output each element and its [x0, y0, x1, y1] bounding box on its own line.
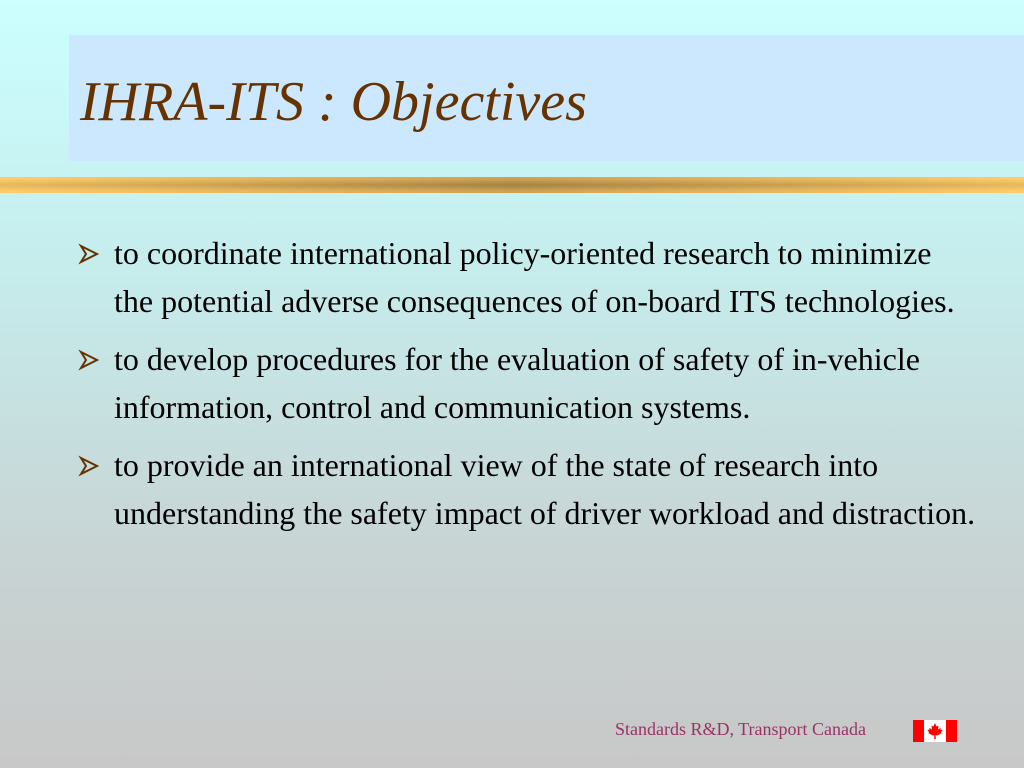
bullet-text: to develop procedures for the evaluation of safety of in-vehicle information, control and communication systems. [114, 341, 920, 425]
gold-divider-shade [0, 177, 1024, 193]
bullet-list [78, 229, 978, 547]
bullet-text: to coordinate international policy-oriented research to minimize the potential adverse consequences of on-board ITS technologies. [114, 235, 955, 319]
slide-title: IHRA-ITS : Objectives [80, 71, 587, 133]
bullet-item [78, 441, 978, 537]
arrow-bullet-icon [78, 243, 100, 265]
footer-text: Standards R&D, Transport Canada [615, 719, 866, 739]
bullet-text: to provide an international view of the state of research into understanding the safety impact of driver workload and distraction. [114, 447, 976, 531]
bullet-item [78, 335, 978, 431]
gold-divider [0, 177, 1024, 193]
arrow-bullet-icon [78, 455, 100, 477]
canada-flag-icon [913, 720, 957, 742]
arrow-bullet-icon [78, 349, 100, 371]
bullet-item [78, 229, 978, 325]
